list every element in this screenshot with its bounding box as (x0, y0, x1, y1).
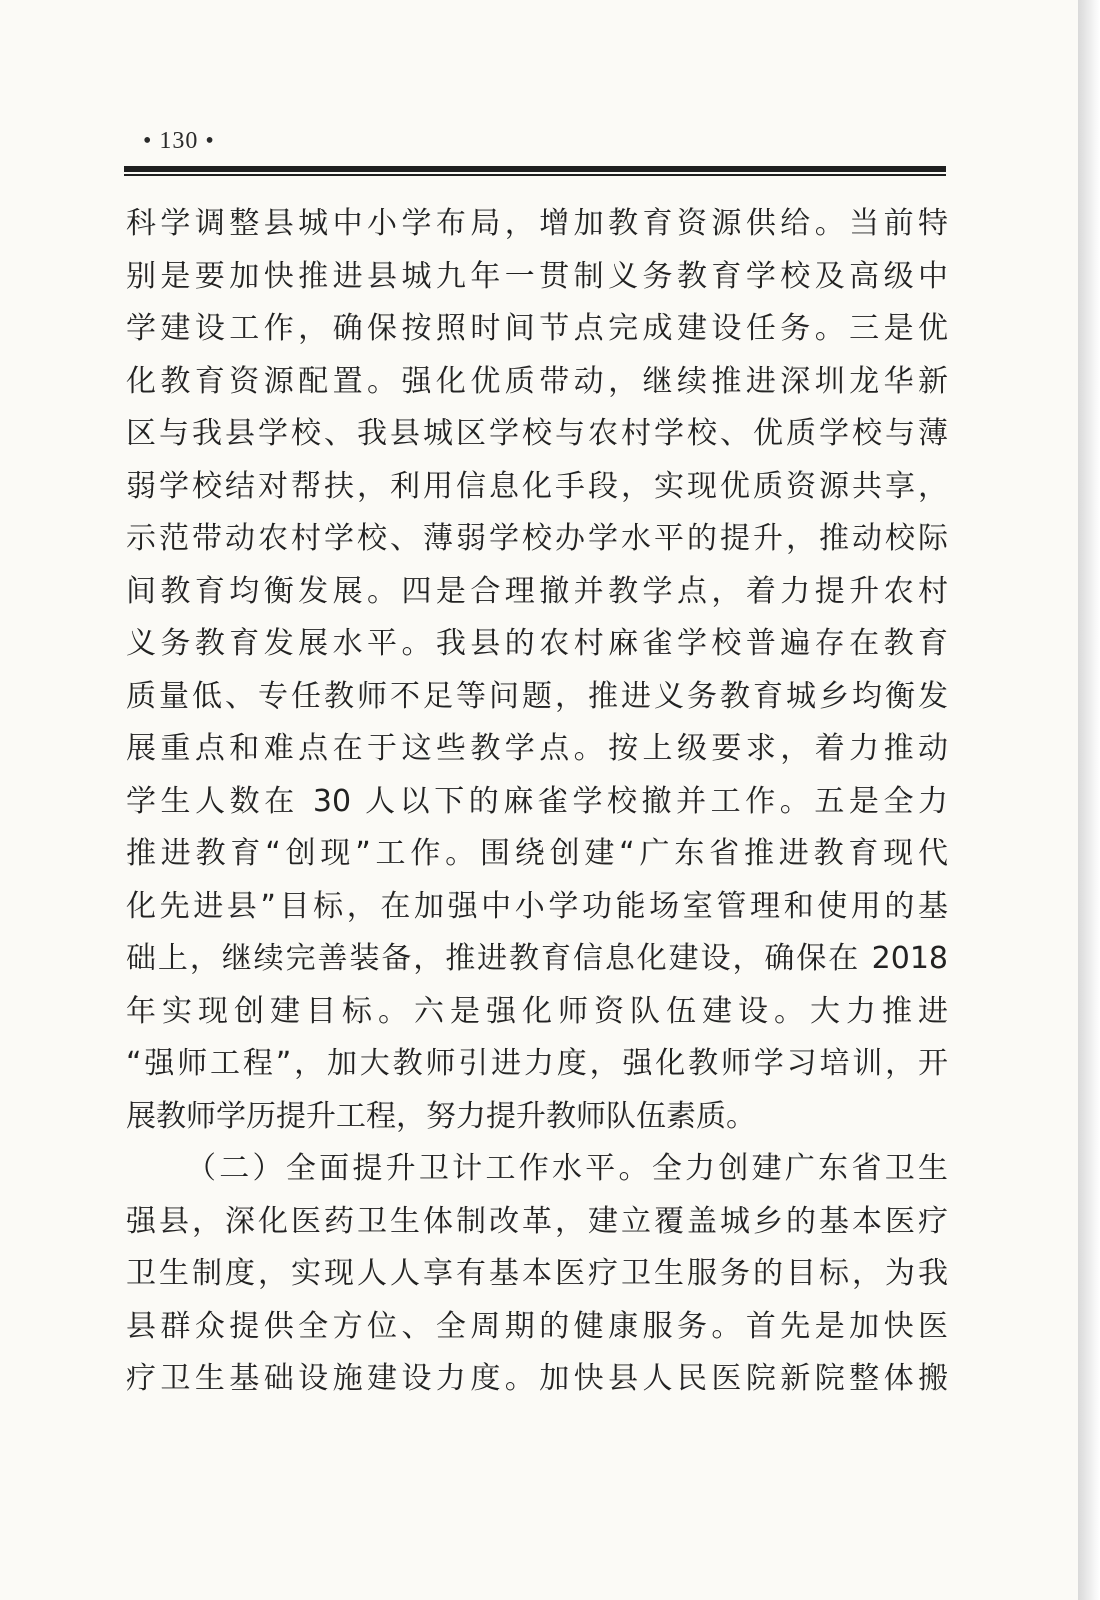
header-rule-thin (124, 174, 946, 176)
text-line: “强师工程”，加大教师引进力度，强化教师学习培训，开 (126, 1046, 948, 1081)
text-line: 础上，继续完善装备，推进教育信息化建设，确保在 2018 (126, 941, 948, 976)
header-rule-thick (124, 166, 946, 172)
text-line: 学建设工作，确保按照时间节点完成建设任务。三是优 (126, 311, 948, 346)
text-line: 质量低、专任教师不足等问题，推进义务教育城乡均衡发 (126, 678, 948, 714)
page-edge-shadow (1078, 0, 1100, 1600)
text-line: 县群众提供全方位、全周期的健康服务。首先是加快医 (126, 1308, 948, 1344)
text-line: 强县，深化医药卫生体制改革，建立覆盖城乡的基本医疗 (126, 1203, 948, 1239)
text-line: 疗卫生基础设施建设力度。加快县人民医院新院整体搬 (126, 1361, 948, 1396)
text-line: 示范带动农村学校、薄弱学校办学水平的提升，推动校际 (126, 521, 948, 556)
text-line: 推进教育“创现”工作。围绕创建“广东省推进教育现代 (126, 836, 948, 871)
text-line: 展重点和难点在于这些教学点。按上级要求，着力推动 (126, 731, 948, 766)
text-line: 展教师学历提升工程，努力提升教师队伍素质。 (126, 1098, 756, 1134)
page-number: • 130 • (143, 128, 215, 154)
text-line: 科学调整县城中小学布局，增加教育资源供给。当前特 (126, 206, 948, 241)
text-line: 化教育资源配置。强化优质带动，继续推进深圳龙华新 (126, 363, 948, 399)
body-text (126, 198, 948, 1406)
text-line: 年实现创建目标。六是强化师资队伍建设。大力推进 (126, 993, 948, 1029)
text-line: 区与我县学校、我县城区学校与农村学校、优质学校与薄 (126, 416, 948, 451)
text-line: 化先进县”目标，在加强中小学功能场室管理和使用的基 (126, 888, 948, 924)
section-heading-line: （二）全面提升卫计工作水平。全力创建广东省卫生 (186, 1151, 948, 1186)
text-line: 间教育均衡发展。四是合理撤并教学点，着力提升农村 (126, 573, 948, 609)
text-line: 学生人数在 30 人以下的麻雀学校撤并工作。五是全力 (126, 783, 948, 819)
text-line: 弱学校结对帮扶，利用信息化手段，实现优质资源共享， (126, 468, 948, 504)
text-line: 别是要加快推进县城九年一贯制义务教育学校及高级中 (126, 258, 948, 294)
text-line: 卫生制度，实现人人享有基本医疗卫生服务的目标，为我 (126, 1256, 948, 1291)
text-line: 义务教育发展水平。我县的农村麻雀学校普遍存在教育 (126, 626, 948, 661)
